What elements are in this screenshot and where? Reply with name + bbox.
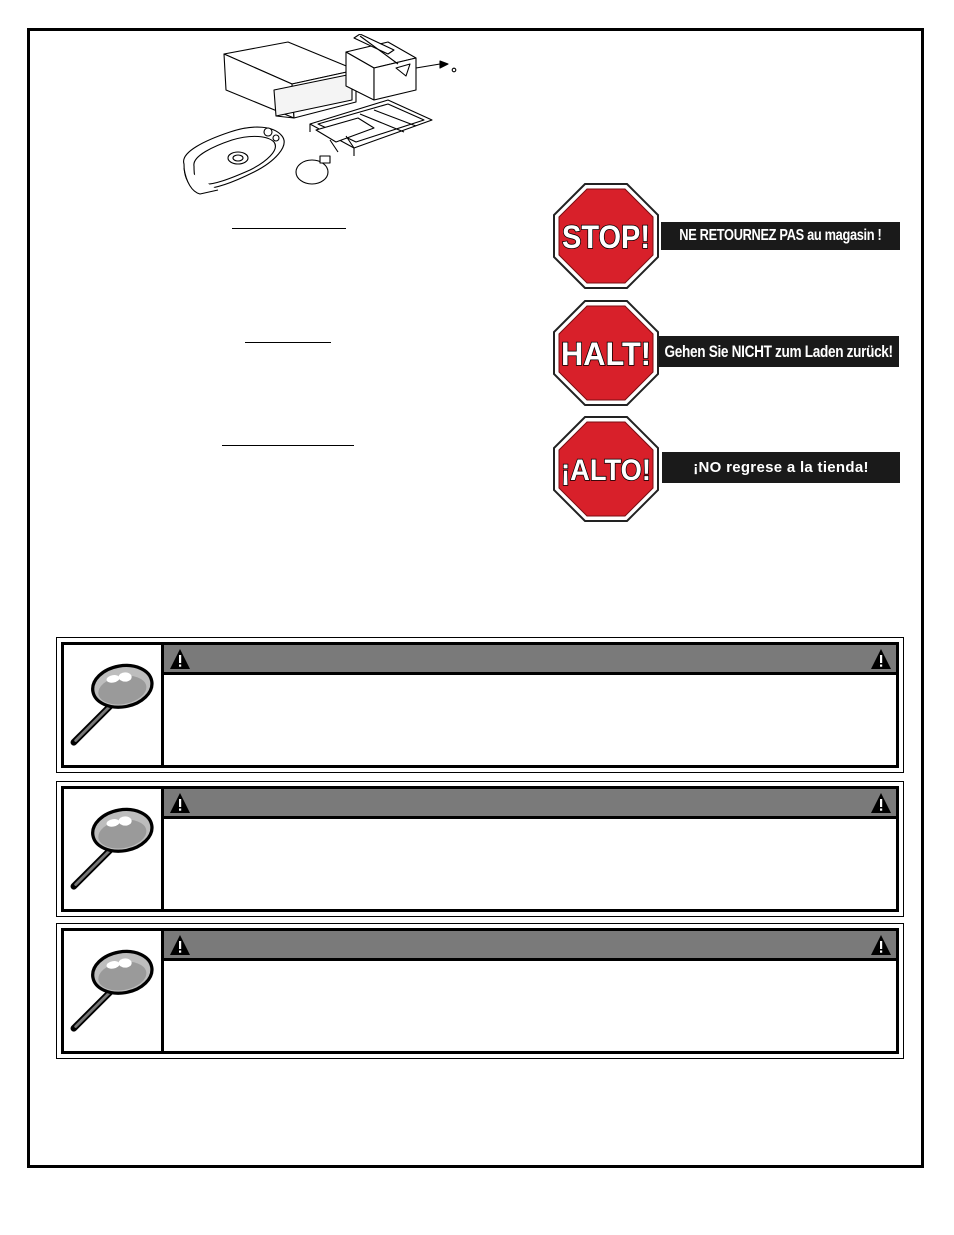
- notice-frame: [61, 642, 899, 768]
- notice-box: [56, 781, 904, 917]
- stop-sign-french: [553, 183, 659, 289]
- warning-triangle-icon: [870, 648, 892, 670]
- stop-sign-spanish: [553, 416, 659, 522]
- magnifying-glass-icon: [66, 935, 160, 1047]
- notice-box: [56, 637, 904, 773]
- magnifying-glass-icon: [66, 649, 160, 761]
- section-heading-underline: [245, 342, 331, 343]
- warning-triangle-icon: [169, 648, 191, 670]
- notice-header-bar: [164, 931, 896, 961]
- magnifying-glass-icon: [66, 793, 160, 905]
- magnifier-panel: [64, 931, 164, 1051]
- warning-triangle-icon: [169, 934, 191, 956]
- notice-frame: [61, 786, 899, 912]
- notice-header-bar: [164, 645, 896, 675]
- stop-sign-word: ¡ALTO!: [561, 454, 651, 487]
- stop-sign-word: HALT!: [561, 336, 651, 372]
- notice-header-bar: [164, 789, 896, 819]
- warning-triangle-icon: [870, 792, 892, 814]
- stop-sign-german: [553, 300, 659, 406]
- notice-body: [164, 961, 896, 1051]
- notice-body: [164, 675, 896, 765]
- notice-box: [56, 923, 904, 1059]
- section-heading-underline: [222, 445, 354, 446]
- notice-frame: [61, 928, 899, 1054]
- warning-triangle-icon: [169, 792, 191, 814]
- section-heading-underline: [232, 228, 346, 229]
- sign-message-german: Gehen Sie NICHT zum Laden zurück!: [659, 336, 899, 367]
- product-contents-illustration: [170, 34, 460, 196]
- magnifier-panel: [64, 789, 164, 909]
- sign-message-spanish: ¡NO regrese a la tienda!: [662, 452, 900, 483]
- stop-sign-word: STOP!: [562, 219, 650, 255]
- sign-message-french: NE RETOURNEZ PAS au magasin !: [661, 222, 900, 250]
- notice-body: [164, 819, 896, 909]
- warning-triangle-icon: [870, 934, 892, 956]
- magnifier-panel: [64, 645, 164, 765]
